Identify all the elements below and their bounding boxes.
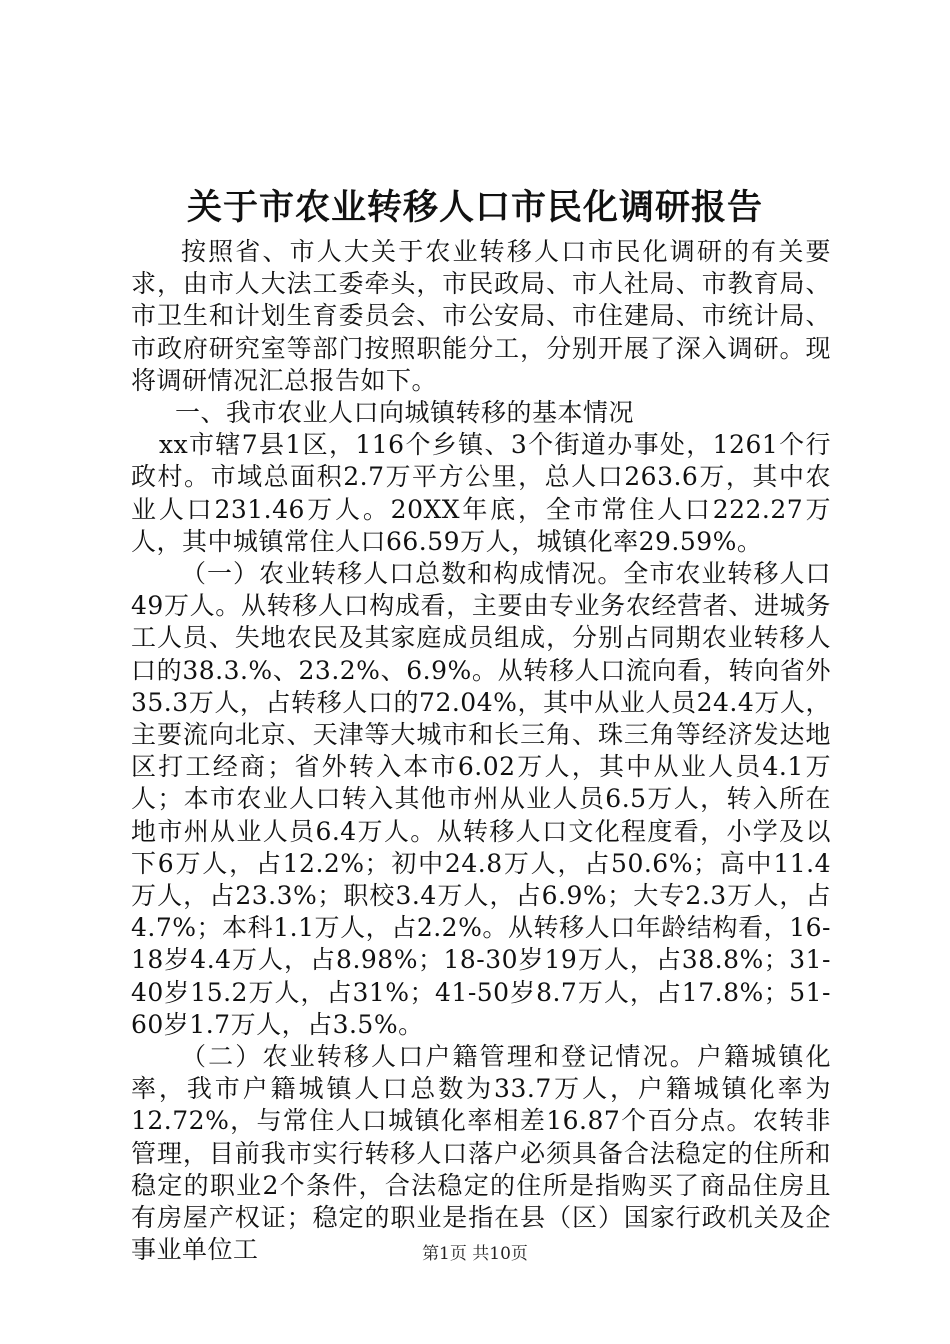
overview-paragraph: xx市辖7县1区，116个乡镇、3个街道办事处，1261个行政村。市域总面积2.7万平方公里，总人口263.6万，其中农业人口231.46万人。20XX年底，全市常住人口222.27万人，其中城镇常住人口66.59万人，城镇化率29.59%。 — [131, 430, 831, 556]
subsection-2-paragraph: （二）农业转移人口户籍管理和登记情况。户籍城镇化率，我市户籍城镇人口总数为33.7万人，户籍城镇化率为12.72%，与常住人口城镇化率相差16.87个百分点。农转非管理，目前我市实行转移人口落户必须具备合法稳定的住所和稳定的职业2个条件，合法稳定的住所是指购买了商品住房且有房屋产权证；稳定的职业是指在县（区）国家行政机关及企事业单位工 — [131, 1042, 831, 1265]
intro-paragraph: 按照省、市人大关于农业转移人口市民化调研的有关要求，由市人大法工委牵头，市民政局、市人社局、市教育局、市卫生和计划生育委员会、市公安局、市住建局、市统计局、市政府研究室等部门按照职能分工，分别开展了深入调研。现将调研情况汇总报告如下。 — [131, 237, 831, 395]
section-heading: 一、我市农业人口向城镇转移的基本情况 — [175, 398, 635, 428]
page-footer: 第1页 共10页 — [422, 1244, 528, 1264]
document-body — [131, 236, 831, 1267]
document-title: 关于市农业转移人口市民化调研报告 — [186, 187, 763, 228]
subsection-1-paragraph: （一）农业转移人口总数和构成情况。全市农业转移人口49万人。从转移人口构成看，主要由专业务农经营者、进城务工人员、失地农民及其家庭成员组成，分别占同期农业转移人口的38.3.%、23.2%、6.9%。从转移人口流向看，转向省外35.3万人，占转移人口的72.04%，其中从业人员24.4万人，主要流向北京、天津等大城市和长三角、珠三角等经济发达地区打工经商；省外转入本市6.02万人，其中从业人员4.1万人；本市农业人口转入其他市州从业人员6.5万人，转入所在地市州从业人员6.4万人。从转移人口文化程度看，小学及以下6万人，占12.2%；初中24.8万人，占50.6%；高中11.4万人，占23.3%；职校3.4万人，占6.9%；大专2.3万人，占4.7%；本科1.1万人，占2.2%。从转移人口年龄结构看，16-18岁4.4万人，占8.98%；18-30岁19万人，占38.8%；31-40岁15.2万人，占31%；41-50岁8.7万人，占17.8%；51-60岁1.7万人，占3.5%。 — [131, 559, 831, 1039]
